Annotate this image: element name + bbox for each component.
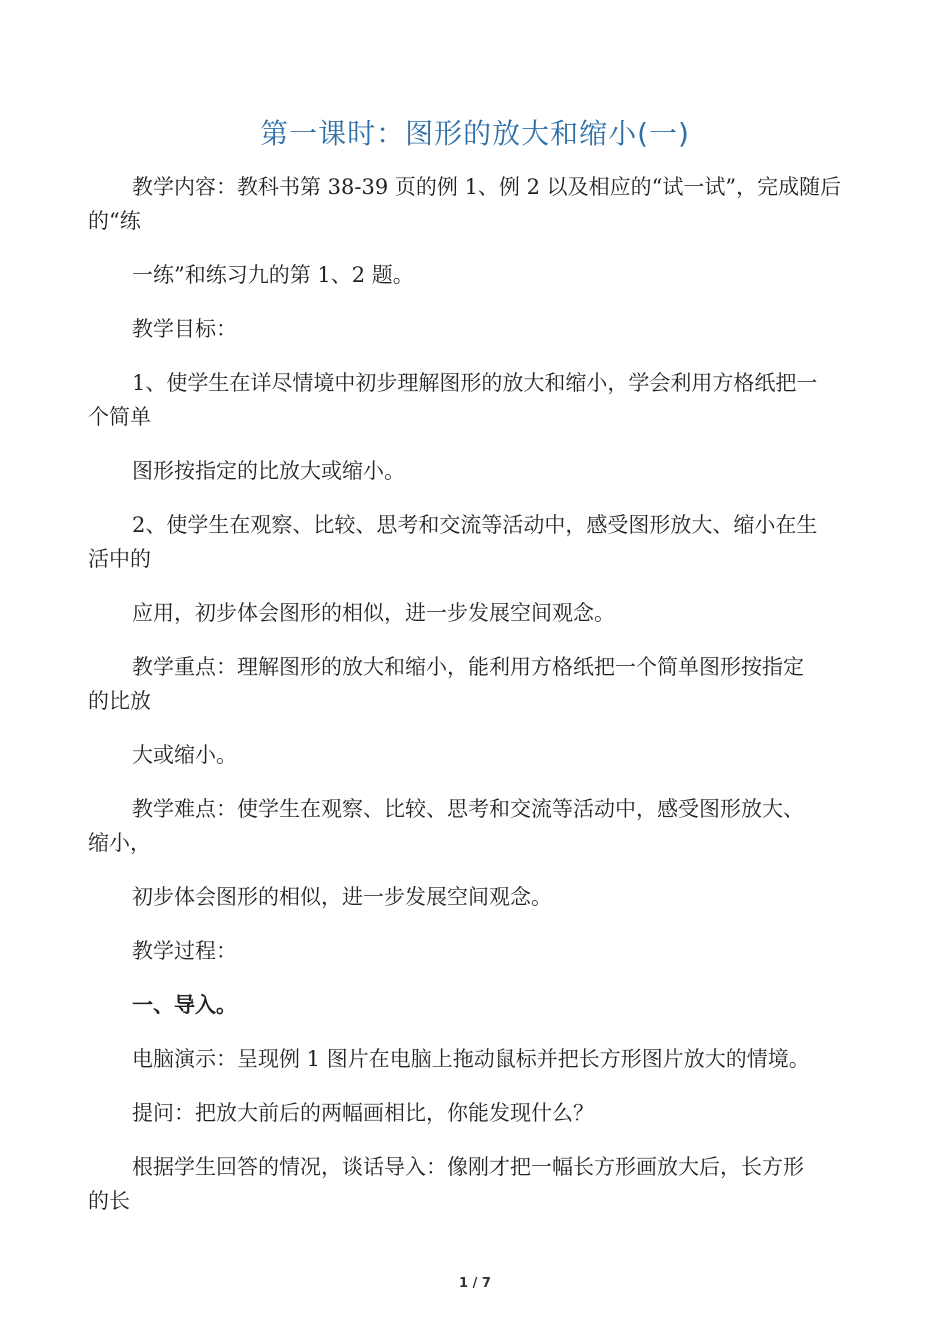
paragraph-line: 根据学生回答的情况，谈话导入：像刚才把一幅长方形画放大后，长方形: [132, 1155, 804, 1179]
page-number: 1 / 7: [459, 1276, 491, 1291]
paragraph-line: 初步体会图形的相似，进一步发展空间观念。: [132, 885, 552, 909]
paragraph-line: 一练”和练习九的第 1、2 题。: [132, 263, 414, 287]
paragraph-text: [88, 258, 863, 292]
paragraph-line: 教学重点：理解图形的放大和缩小，能利用方格纸把一个简单图形按指定: [132, 655, 804, 679]
paragraph-text: [88, 454, 863, 488]
paragraph-line: 缩小，: [88, 831, 151, 855]
paragraph-line: 图形按指定的比放大或缩小。: [132, 459, 405, 483]
paragraph-line: 活中的: [88, 547, 151, 571]
paragraph-difficulties: [88, 792, 863, 860]
paragraph-line: 的长: [88, 1189, 130, 1213]
paragraph-teaching-content: [88, 170, 863, 238]
paragraph-text: [88, 738, 863, 772]
paragraph-teaching-goals: [88, 312, 863, 346]
paragraph-process: [88, 934, 863, 968]
paragraph-line: 提问：把放大前后的两幅画相比，你能发现什么？: [132, 1101, 594, 1125]
paragraph-line: 大或缩小。: [132, 743, 237, 767]
paragraph-text: [88, 596, 863, 630]
document-title: 第一课时：图形的放大和缩小(一): [260, 117, 690, 150]
paragraph-demo: [88, 1042, 863, 1076]
paragraph-line: 电脑演示：呈现例 1 图片在电脑上拖动鼠标并把长方形图片放大的情境。: [132, 1047, 810, 1071]
heading-text: 一、导入。: [132, 993, 237, 1017]
paragraph-key-points: [88, 650, 863, 718]
paragraph-line: 教学内容：教科书第 38-39 页的例 1、例 2 以及相应的“试一试”，完成随后: [132, 175, 842, 199]
paragraph-line: 个简单: [88, 405, 151, 429]
paragraph-text: [88, 880, 863, 914]
section-heading-intro: [88, 988, 863, 1022]
paragraph-line: 应用，初步体会图形的相似，进一步发展空间观念。: [132, 601, 615, 625]
paragraph-line: 的“练: [88, 209, 141, 233]
paragraph-line: 教学难点：使学生在观察、比较、思考和交流等活动中，感受图形放大、: [132, 797, 804, 821]
paragraph-line: 教学过程：: [132, 939, 237, 963]
paragraph-goal-1: [88, 366, 863, 434]
paragraph-line: 2、使学生在观察、比较、思考和交流等活动中，感受图形放大、缩小在生: [132, 513, 818, 537]
paragraph-line: 教学目标：: [132, 317, 237, 341]
paragraph-line: 1、使学生在详尽情境中初步理解图形的放大和缩小，学会利用方格纸把一: [132, 371, 818, 395]
paragraph-goal-2: [88, 508, 863, 576]
paragraph-text: [88, 1150, 863, 1218]
paragraph-question: [88, 1096, 863, 1130]
paragraph-line: 的比放: [88, 689, 151, 713]
